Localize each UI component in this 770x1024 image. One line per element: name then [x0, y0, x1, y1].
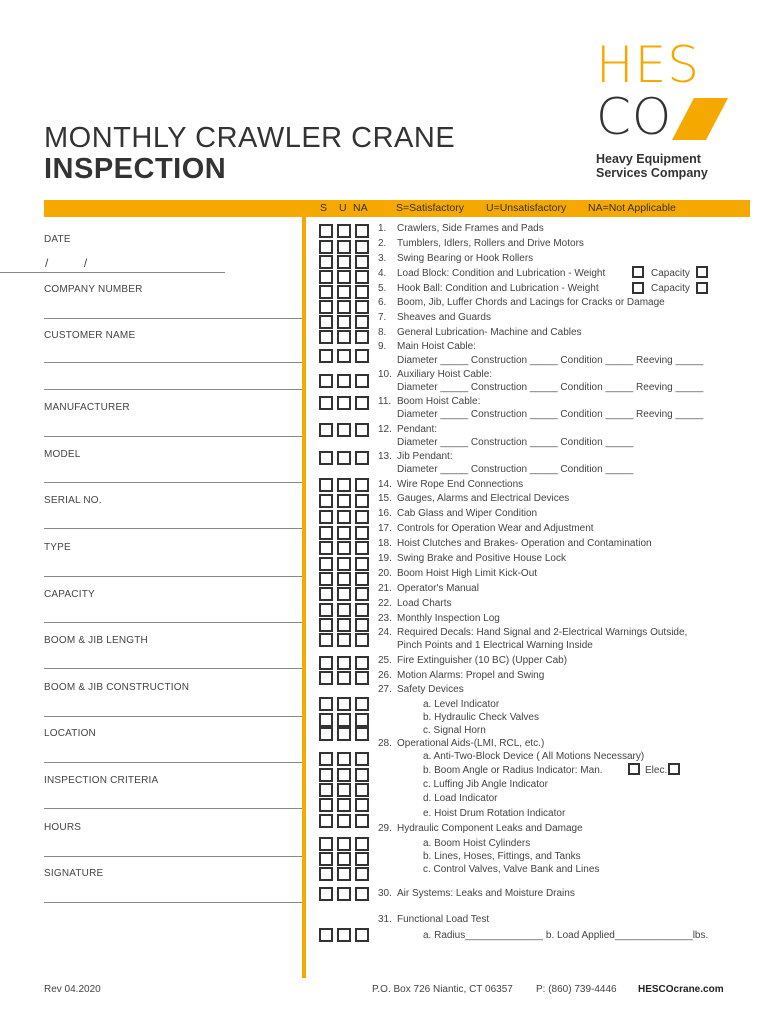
item-text: c. Control Valves, Valve Bank and Lines	[423, 864, 600, 875]
customer-name-label: CUSTOMER NAME	[44, 330, 136, 341]
header-band	[44, 200, 750, 217]
item-text: General Lubrication- Machine and Cables	[397, 327, 582, 338]
u-checkbox[interactable]	[337, 240, 351, 254]
item-number: 19.	[378, 553, 392, 564]
item-text: Cab Glass and Wiper Condition	[397, 508, 538, 519]
u-checkbox[interactable]	[337, 315, 351, 329]
na-checkbox[interactable]	[355, 349, 369, 363]
capacity-label: Capacity	[651, 268, 690, 279]
s-checkbox[interactable]	[319, 557, 333, 571]
na-checkbox[interactable]	[355, 768, 369, 782]
item-text: Boom Hoist High Limit Kick-Out	[397, 568, 538, 579]
na-checkbox[interactable]	[355, 224, 369, 238]
na-checkbox[interactable]	[355, 315, 369, 329]
item-text: a. Level Indicator	[423, 699, 500, 710]
item-text: Pendant:	[397, 424, 438, 435]
item-text: Swing Brake and Positive House Lock	[397, 553, 566, 564]
item-text: Diameter _____ Construction _____ Condition _____ Reeving _____	[397, 409, 704, 420]
item-number: 9.	[378, 341, 387, 352]
item-text: Functional Load Test	[397, 914, 490, 925]
s-checkbox[interactable]	[319, 633, 333, 647]
item-number: 13.	[378, 451, 392, 462]
u-checkbox[interactable]	[337, 374, 351, 388]
item-number: 6.	[378, 297, 387, 308]
item-number: 18.	[378, 538, 392, 549]
phone: P: (860) 739-4446	[536, 984, 617, 995]
u-checkbox[interactable]	[337, 396, 351, 410]
item-number: 28.	[378, 738, 392, 749]
type-label: TYPE	[44, 542, 71, 553]
item-text: Jib Pendant:	[397, 451, 453, 462]
item-number: 27.	[378, 684, 392, 695]
u-checkbox[interactable]	[337, 451, 351, 465]
col-u: U	[339, 202, 347, 214]
s-checkbox[interactable]	[319, 768, 333, 782]
company-name: Heavy Equipment Services Company	[596, 152, 708, 180]
u-checkbox[interactable]	[337, 526, 351, 540]
item-number: 21.	[378, 583, 392, 594]
item-text: b. Lines, Hoses, Fittings, and Tanks	[423, 851, 581, 862]
na-checkbox[interactable]	[355, 671, 369, 685]
page-title-line1: MONTHLY CRAWLER CRANE	[44, 122, 456, 154]
u-checkbox[interactable]	[337, 285, 351, 299]
item-number: 11.	[378, 396, 392, 407]
item-number: 5.	[378, 283, 387, 294]
boom-construction-label: BOOM & JIB CONSTRUCTION	[44, 682, 190, 693]
u-checkbox[interactable]	[337, 618, 351, 632]
manufacturer-label: MANUFACTURER	[44, 402, 130, 413]
item-number: 10.	[378, 369, 392, 380]
u-checkbox[interactable]	[337, 330, 351, 344]
na-checkbox[interactable]	[355, 603, 369, 617]
s-checkbox[interactable]	[319, 867, 333, 881]
na-checkbox[interactable]	[355, 541, 369, 555]
na-checkbox[interactable]	[355, 478, 369, 492]
s-checkbox[interactable]	[319, 752, 333, 766]
s-checkbox[interactable]	[319, 224, 333, 238]
signature-field[interactable]	[44, 902, 302, 903]
u-checkbox[interactable]	[337, 852, 351, 866]
s-checkbox[interactable]	[319, 837, 333, 851]
item-number: 16.	[378, 508, 392, 519]
item-text: c. Signal Horn	[423, 725, 486, 736]
model-field[interactable]	[44, 482, 302, 483]
na-checkbox[interactable]	[355, 587, 369, 601]
na-checkbox[interactable]	[355, 697, 369, 711]
type-field[interactable]	[44, 576, 302, 577]
item-number: 3.	[378, 253, 387, 264]
u-checkbox[interactable]	[337, 300, 351, 314]
logo-slash-icon	[672, 98, 728, 142]
item-text: Safety Devices	[397, 684, 464, 695]
signature-label: SIGNATURE	[44, 868, 104, 879]
capacity-field[interactable]	[44, 622, 302, 623]
s-checkbox[interactable]	[319, 656, 333, 670]
item-text: Sheaves and Guards	[397, 312, 491, 323]
item-text: e. Hoist Drum Rotation Indicator	[423, 808, 566, 819]
hours-label: HOURS	[44, 822, 82, 833]
s-checkbox[interactable]	[319, 510, 333, 524]
s-checkbox[interactable]	[319, 572, 333, 586]
item-number: 20.	[378, 568, 392, 579]
s-checkbox[interactable]	[319, 928, 333, 942]
s-checkbox[interactable]	[319, 697, 333, 711]
item-text: Pinch Points and 1 Electrical Warning Inside	[397, 640, 593, 651]
item-text: Gauges, Alarms and Electrical Devices	[397, 493, 570, 504]
item-text: Crawlers, Side Frames and Pads	[397, 223, 544, 234]
na-checkbox[interactable]	[355, 557, 369, 571]
item-text: a. Anti-Two-Block Device ( All Motions Necessary)	[423, 751, 645, 762]
na-checkbox[interactable]	[355, 423, 369, 437]
s-checkbox[interactable]	[319, 814, 333, 828]
boom-length-label: BOOM & JIB LENGTH	[44, 635, 148, 646]
na-checkbox[interactable]	[355, 852, 369, 866]
s-checkbox[interactable]	[319, 255, 333, 269]
s-checkbox[interactable]	[319, 349, 333, 363]
na-checkbox[interactable]	[355, 656, 369, 670]
u-checkbox[interactable]	[337, 798, 351, 812]
item-text: Diameter _____ Construction _____ Condition _____ Reeving _____	[397, 382, 704, 393]
u-checkbox[interactable]	[337, 224, 351, 238]
legend-na: NA=Not Applicable	[588, 202, 676, 214]
item-number: 22.	[378, 598, 392, 609]
na-checkbox[interactable]	[355, 255, 369, 269]
item-number: 31.	[378, 914, 392, 925]
item-number: 15.	[378, 493, 392, 504]
s-checkbox[interactable]	[319, 783, 333, 797]
u-checkbox[interactable]	[337, 255, 351, 269]
u-checkbox[interactable]	[337, 633, 351, 647]
item-text: Main Hoist Cable:	[397, 341, 476, 352]
na-checkbox[interactable]	[355, 330, 369, 344]
item-text: c. Luffing Jib Angle Indicator	[423, 779, 548, 790]
s-checkbox[interactable]	[319, 396, 333, 410]
na-checkbox[interactable]	[355, 270, 369, 284]
na-checkbox[interactable]	[355, 300, 369, 314]
na-checkbox[interactable]	[355, 814, 369, 828]
item-text: Load Block: Condition and Lubrication - Weight	[397, 268, 606, 279]
hours-field[interactable]	[44, 856, 302, 857]
s-checkbox[interactable]	[319, 285, 333, 299]
capacity-checkbox[interactable]	[696, 282, 708, 294]
item-text: Monthly Inspection Log	[397, 613, 500, 624]
item-number: 7.	[378, 312, 387, 323]
u-checkbox[interactable]	[337, 510, 351, 524]
item-text: Hydraulic Component Leaks and Damage	[397, 823, 583, 834]
item-number: 2.	[378, 238, 387, 249]
company-number-label: COMPANY NUMBER	[44, 284, 143, 295]
item-text: a. Radius______________ b. Load Applied______________lbs.	[423, 930, 709, 941]
item-text: Fire Extinguisher (10 BC) (Upper Cab)	[397, 655, 568, 666]
date-field[interactable]	[0, 272, 225, 273]
item-number: 12.	[378, 424, 392, 435]
u-checkbox[interactable]	[337, 887, 351, 901]
item-text: Operator's Manual	[397, 583, 479, 594]
customer-name-field[interactable]	[44, 362, 302, 363]
u-checkbox[interactable]	[337, 656, 351, 670]
u-checkbox[interactable]	[337, 494, 351, 508]
serial-field[interactable]	[44, 528, 302, 529]
item-text: Diameter _____ Construction _____ Condition _____	[397, 464, 634, 475]
item-number: 25.	[378, 655, 392, 666]
u-checkbox[interactable]	[337, 671, 351, 685]
serial-label: SERIAL NO.	[44, 495, 102, 506]
u-checkbox[interactable]	[337, 814, 351, 828]
u-checkbox[interactable]	[337, 541, 351, 555]
u-checkbox[interactable]	[337, 557, 351, 571]
col-na: NA	[353, 202, 368, 214]
na-checkbox[interactable]	[355, 837, 369, 851]
item-text: Wire Rope End Connections	[397, 479, 524, 490]
logo-co: CO	[596, 88, 673, 146]
item-number: 17.	[378, 523, 392, 534]
elec-checkbox[interactable]	[668, 763, 680, 775]
na-checkbox[interactable]	[355, 618, 369, 632]
na-checkbox[interactable]	[355, 798, 369, 812]
weight-checkbox[interactable]	[632, 266, 644, 278]
item-number: 14.	[378, 479, 392, 490]
item-text: Tumblers, Idlers, Rollers and Drive Motors	[397, 238, 584, 249]
u-checkbox[interactable]	[337, 928, 351, 942]
capacity-label: CAPACITY	[44, 589, 95, 600]
na-checkbox[interactable]	[355, 572, 369, 586]
na-checkbox[interactable]	[355, 783, 369, 797]
item-text: Diameter _____ Construction _____ Condition _____	[397, 437, 634, 448]
u-checkbox[interactable]	[337, 270, 351, 284]
boom-length-field[interactable]	[44, 668, 302, 669]
item-text: Controls for Operation Wear and Adjustment	[397, 523, 594, 534]
na-checkbox[interactable]	[355, 713, 369, 727]
na-checkbox[interactable]	[355, 526, 369, 540]
page-title-line2: INSPECTION	[44, 153, 227, 185]
item-number: 23.	[378, 613, 392, 624]
item-number: 24.	[378, 627, 392, 638]
s-checkbox[interactable]	[319, 330, 333, 344]
item-text: b. Hydraulic Check Valves	[423, 712, 539, 723]
s-checkbox[interactable]	[319, 671, 333, 685]
item-number: 8.	[378, 327, 387, 338]
manufacturer-field[interactable]	[44, 436, 302, 437]
item-text: Air Systems: Leaks and Moisture Drains	[397, 888, 575, 899]
item-text: Motion Alarms: Propel and Swing	[397, 670, 545, 681]
s-checkbox[interactable]	[319, 541, 333, 555]
s-checkbox[interactable]	[319, 603, 333, 617]
company-number-field[interactable]	[44, 318, 302, 319]
man-checkbox[interactable]	[628, 763, 640, 775]
s-checkbox[interactable]	[319, 240, 333, 254]
s-checkbox[interactable]	[319, 713, 333, 727]
s-checkbox[interactable]	[319, 478, 333, 492]
s-checkbox[interactable]	[319, 315, 333, 329]
u-checkbox[interactable]	[337, 423, 351, 437]
item-text: Swing Bearing or Hook Rollers	[397, 253, 534, 264]
location-label: LOCATION	[44, 728, 96, 739]
item-text: a. Boom Hoist Cylinders	[423, 838, 531, 849]
item-number: 29.	[378, 823, 392, 834]
u-checkbox[interactable]	[337, 867, 351, 881]
na-checkbox[interactable]	[355, 633, 369, 647]
s-checkbox[interactable]	[319, 852, 333, 866]
na-checkbox[interactable]	[355, 887, 369, 901]
address: P.O. Box 726 Niantic, CT 06357	[372, 984, 513, 995]
item-text: Boom, Jib, Luffer Chords and Lacings for Cracks or Damage	[397, 297, 665, 308]
u-checkbox[interactable]	[337, 837, 351, 851]
item-text: Auxiliary Hoist Cable:	[397, 369, 493, 380]
item-text: d. Load Indicator	[423, 793, 498, 804]
website-link[interactable]: HESCOcrane.com	[638, 984, 724, 995]
s-checkbox[interactable]	[319, 798, 333, 812]
item-number: 26.	[378, 670, 392, 681]
na-checkbox[interactable]	[355, 285, 369, 299]
u-checkbox[interactable]	[337, 783, 351, 797]
na-checkbox[interactable]	[355, 374, 369, 388]
s-checkbox[interactable]	[319, 587, 333, 601]
u-checkbox[interactable]	[337, 768, 351, 782]
item-number: 4.	[378, 268, 387, 279]
na-checkbox[interactable]	[355, 396, 369, 410]
na-checkbox[interactable]	[355, 494, 369, 508]
na-checkbox[interactable]	[355, 451, 369, 465]
capacity-label: Capacity	[651, 283, 690, 294]
na-checkbox[interactable]	[355, 867, 369, 881]
item-text: Hook Ball: Condition and Lubrication - Weight	[397, 283, 599, 294]
na-checkbox[interactable]	[355, 510, 369, 524]
u-checkbox[interactable]	[337, 572, 351, 586]
legend-s: S=Satisfactory	[396, 202, 464, 214]
item-text: Required Decals: Hand Signal and 2-Electrical Warnings Outside,	[397, 627, 688, 638]
s-checkbox[interactable]	[319, 727, 333, 741]
s-checkbox[interactable]	[319, 270, 333, 284]
elec-label: Elec.	[645, 765, 668, 776]
u-checkbox[interactable]	[337, 697, 351, 711]
item-number: 30.	[378, 888, 392, 899]
item-number: 1.	[378, 223, 387, 234]
item-text: Boom Hoist Cable:	[397, 396, 481, 407]
na-checkbox[interactable]	[355, 752, 369, 766]
item-text: Diameter _____ Construction _____ Condition _____ Reeving _____	[397, 355, 704, 366]
u-checkbox[interactable]	[337, 603, 351, 617]
criteria-field[interactable]	[44, 808, 302, 809]
item-text: Hoist Clutches and Brakes- Operation and Contamination	[397, 538, 652, 549]
s-checkbox[interactable]	[319, 494, 333, 508]
s-checkbox[interactable]	[319, 451, 333, 465]
boom-construction-field[interactable]	[44, 716, 302, 717]
s-checkbox[interactable]	[319, 300, 333, 314]
date-slashes: / /	[45, 256, 88, 270]
divider	[302, 200, 306, 978]
location-field[interactable]	[44, 762, 302, 763]
item-text: Operational Aids-(LMI, RCL, etc.)	[397, 738, 545, 749]
s-checkbox[interactable]	[319, 526, 333, 540]
customer-name-field-2[interactable]	[44, 389, 302, 390]
u-checkbox[interactable]	[337, 727, 351, 741]
capacity-checkbox[interactable]	[696, 266, 708, 278]
s-checkbox[interactable]	[319, 374, 333, 388]
na-checkbox[interactable]	[355, 240, 369, 254]
item-text: b. Boom Angle or Radius Indicator: Man.	[423, 765, 603, 776]
na-checkbox[interactable]	[355, 928, 369, 942]
date-label: DATE	[44, 234, 71, 245]
s-checkbox[interactable]	[319, 887, 333, 901]
u-checkbox[interactable]	[337, 713, 351, 727]
col-s: S	[320, 202, 328, 214]
weight-checkbox[interactable]	[632, 282, 644, 294]
u-checkbox[interactable]	[337, 587, 351, 601]
s-checkbox[interactable]	[319, 423, 333, 437]
na-checkbox[interactable]	[355, 727, 369, 741]
logo-hes: HES	[596, 36, 700, 94]
u-checkbox[interactable]	[337, 478, 351, 492]
item-text: Load Charts	[397, 598, 452, 609]
u-checkbox[interactable]	[337, 349, 351, 363]
criteria-label: INSPECTION CRITERIA	[44, 775, 159, 786]
legend-u: U=Unsatisfactory	[486, 202, 567, 214]
revision: Rev 04.2020	[44, 984, 101, 995]
s-checkbox[interactable]	[319, 618, 333, 632]
model-label: MODEL	[44, 449, 81, 460]
u-checkbox[interactable]	[337, 752, 351, 766]
